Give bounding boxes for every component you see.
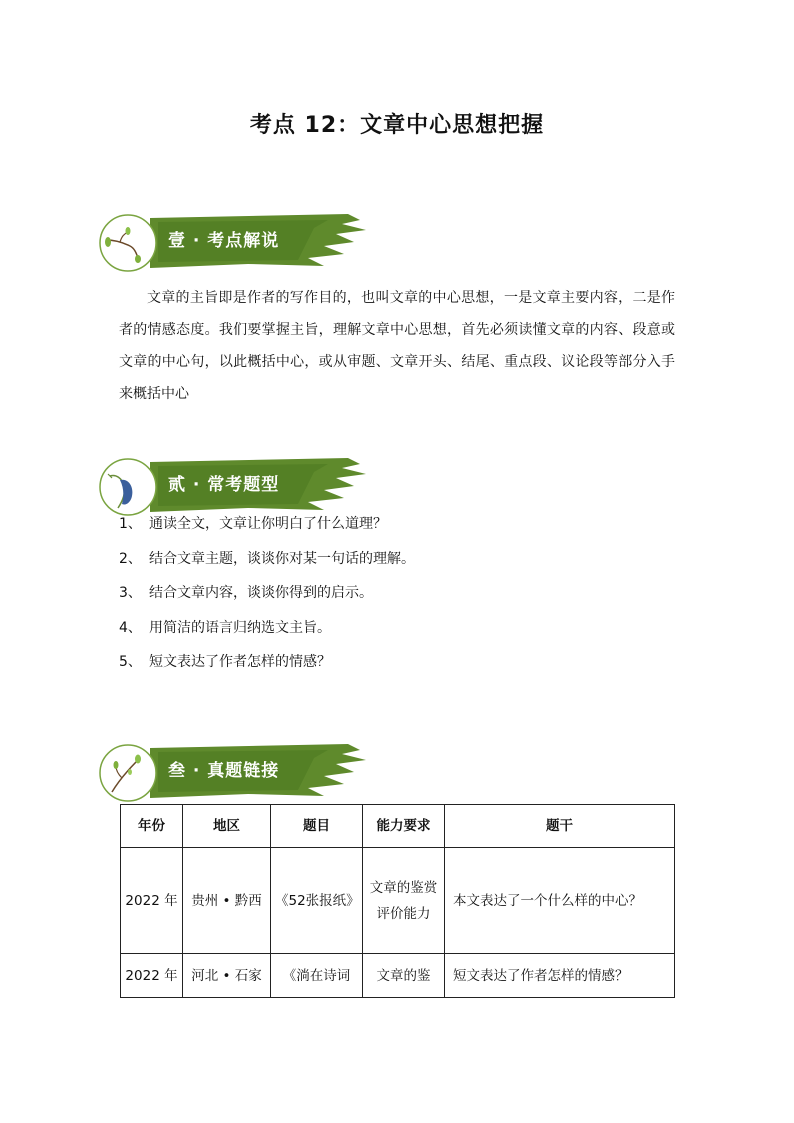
table-cell: 2022 年 [121,848,183,954]
table-cell: 文章的鉴 [363,954,445,998]
list-item: 4、 用简洁的语言归纳选文主旨。 [119,619,331,636]
list-item: 2、 结合文章主题，谈谈你对某一句话的理解。 [119,550,415,567]
table-cell: 河北 • 石家 [183,954,271,998]
table-cell: 贵州 • 黔西 [183,848,271,954]
table-cell: 短文表达了作者怎样的情感？ [445,954,675,998]
table-row [121,954,675,998]
section-banner-3 [98,742,368,804]
list-item: 1、 通读全文，文章让你明白了什么道理？ [119,516,387,532]
table-row [121,848,675,954]
page-title: 考点 12：文章中心思想把握 [249,113,545,138]
column-header: 年份 [121,805,183,848]
column-header: 题目 [271,805,363,848]
section-banner-1 [98,212,368,274]
list-item: 5、 短文表达了作者怎样的情感？ [119,654,331,670]
explanation-paragraph: 文章的主旨即是作者的写作目的，也叫文章的中心思想，一是文章主要内容，二是作者的情感态度。我们要掌握主旨，理解文章中心思想，首先必须读懂文章的内容、段意或文章的中心句，以此概括中心，或从审题、文章开头、结尾、重点段、议论段等部分入手来概括中心 [119,290,675,402]
exam-link-table [120,804,675,998]
table-cell: 文章的鉴赏评价能力 [363,848,445,954]
list-item: 3、 结合文章内容，谈谈你得到的启示。 [119,585,373,601]
table-cell: 《52张报纸》 [271,848,363,954]
column-header: 题干 [445,805,675,848]
column-header: 能力要求 [363,805,445,848]
section-banner-2 [98,456,368,518]
column-header: 地区 [183,805,271,848]
section-label: 贰 · 常考题型 [168,475,280,495]
table-cell: 本文表达了一个什么样的中心？ [445,848,675,954]
table-header-row [121,805,675,848]
question-type-list [119,514,679,687]
table-cell: 《淌在诗词 [271,954,363,998]
table-cell: 2022 年 [121,954,183,998]
section-label: 叁 · 真题链接 [168,761,280,781]
section-label: 壹 · 考点解说 [168,231,280,251]
